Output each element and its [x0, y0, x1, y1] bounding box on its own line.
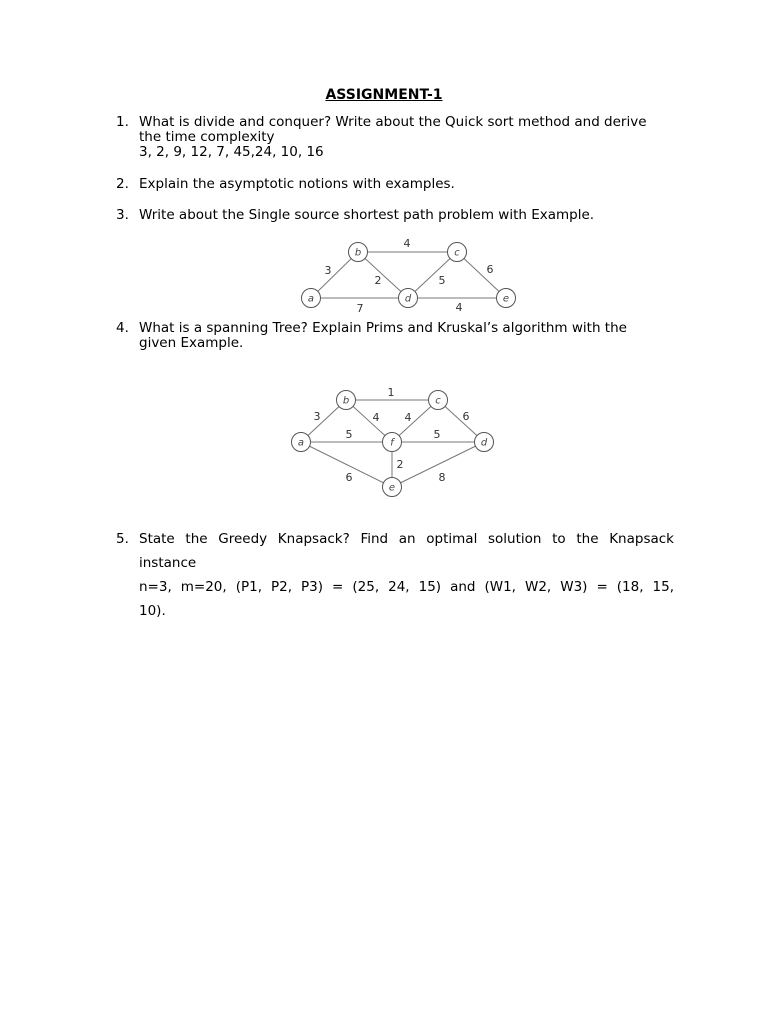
question-number: 4.	[116, 320, 129, 336]
question-data: n=3, m=20, (P1, P2, P3) = (25, 24, 15) and (W1, W2, W3) = (18, 15,	[139, 579, 674, 595]
question-text: What is a spanning Tree? Explain Prims and Kruskal’s algorithm with the	[139, 320, 627, 336]
node-label: a	[307, 293, 315, 305]
question-number: 2.	[116, 176, 129, 192]
question-text: the time complexity	[139, 129, 275, 145]
question-text: Explain the asymptotic notions with examples.	[139, 176, 455, 192]
node-label: e	[388, 482, 396, 494]
edge-weight-c-f: 4	[404, 411, 412, 424]
question-5	[116, 527, 676, 623]
node-label: b	[354, 247, 362, 259]
question-data: 3, 2, 9, 12, 7, 45,24, 10, 16	[139, 144, 324, 160]
graph-2-svg	[280, 380, 510, 505]
edge-c-e	[457, 252, 506, 298]
edge-weight-b-d: 2	[374, 274, 382, 287]
question-text: instance	[139, 555, 197, 571]
question-text: What is divide and conquer? Write about the Quick sort method and derive	[139, 114, 647, 130]
edge-weight-a-e: 6	[345, 471, 353, 484]
node-label: c	[435, 395, 441, 407]
node-label: b	[342, 395, 350, 407]
graph-spanning-tree	[280, 380, 510, 505]
node-d	[399, 289, 418, 308]
node-a	[292, 433, 311, 452]
node-c	[448, 243, 467, 262]
graph-shortest-path	[290, 232, 530, 317]
node-b	[349, 243, 368, 262]
edge-weight-a-b: 3	[313, 410, 321, 423]
node-f	[383, 433, 402, 452]
node-b	[337, 391, 356, 410]
node-label: f	[390, 437, 394, 449]
node-label: d	[404, 293, 412, 305]
node-label: a	[297, 437, 305, 449]
edge-b-d	[358, 252, 408, 298]
assignment-title: ASSIGNMENT-1	[325, 87, 443, 103]
node-label: d	[480, 437, 488, 449]
question-text: State the Greedy Knapsack? Find an optimal solution to the Knapsack	[139, 531, 674, 547]
edge-weight-b-f: 4	[372, 411, 380, 424]
edge-weight-a-f: 5	[345, 428, 353, 441]
edge-weight-f-d: 5	[433, 428, 441, 441]
edge-weight-a-d: 7	[356, 302, 364, 315]
question-number: 5.	[116, 531, 129, 547]
question-4	[116, 321, 676, 351]
edge-weight-b-c: 4	[403, 237, 411, 250]
edge-weight-e-d: 8	[438, 471, 446, 484]
node-d	[475, 433, 494, 452]
node-e	[497, 289, 516, 308]
node-a	[302, 289, 321, 308]
node-c	[429, 391, 448, 410]
edge-weight-b-c: 1	[387, 386, 395, 399]
edge-weight-c-d: 5	[438, 274, 446, 287]
node-e	[383, 478, 402, 497]
question-3	[116, 208, 676, 223]
question-2	[116, 177, 676, 192]
question-text: given Example.	[139, 335, 244, 351]
question-number: 3.	[116, 207, 129, 223]
edge-weight-a-b: 3	[324, 264, 332, 277]
node-label: c	[454, 247, 460, 259]
edge-weight-d-e: 4	[455, 301, 463, 314]
edge-weight-c-d: 6	[462, 410, 470, 423]
question-text: Write about the Single source shortest path problem with Example.	[139, 207, 595, 223]
edge-weight-c-e: 6	[486, 263, 494, 276]
question-data: 10).	[139, 603, 166, 619]
edge-c-d	[408, 252, 457, 298]
graph-1-svg	[290, 232, 530, 317]
node-label: e	[502, 293, 510, 305]
question-number: 1.	[116, 114, 129, 130]
question-1	[116, 115, 676, 160]
edge-weight-f-e: 2	[396, 458, 404, 471]
